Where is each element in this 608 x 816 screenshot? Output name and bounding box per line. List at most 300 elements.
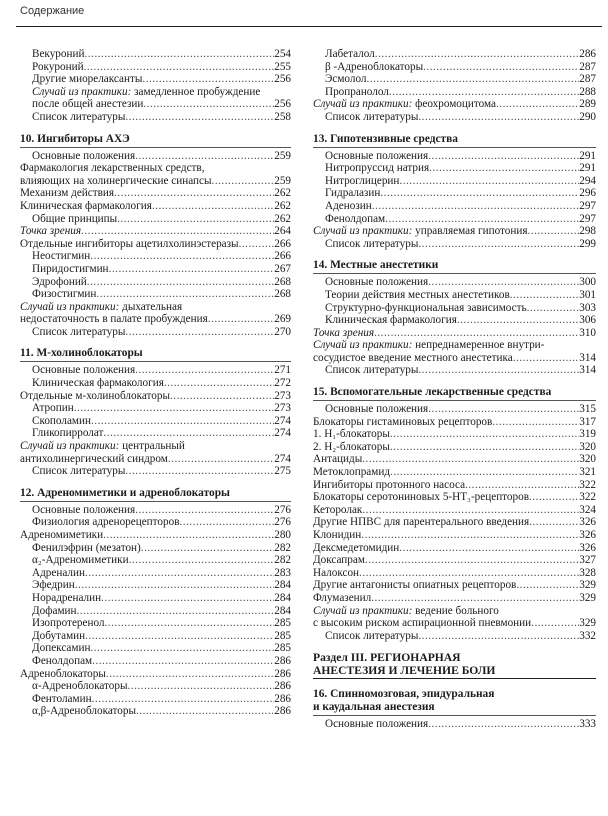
- page-number: 314: [579, 364, 596, 377]
- toc-entry: [20, 529, 291, 542]
- dot-leader: [143, 98, 274, 111]
- dot-leader: [362, 504, 579, 517]
- entry-title: Основные положения: [32, 364, 136, 377]
- page-number: 298: [579, 225, 596, 238]
- entry-title: недостаточность в палате пробуждения: [20, 313, 208, 326]
- chapter-heading: 14. Местные анестетики: [313, 259, 596, 274]
- toc-row-wrap: [313, 605, 596, 618]
- toc-row: [20, 390, 291, 403]
- toc-row: [32, 655, 291, 668]
- page-number: 262: [274, 187, 291, 200]
- toc-entry: [313, 466, 596, 479]
- toc-row: [32, 415, 291, 428]
- case-entry: [313, 339, 596, 364]
- toc-row: [325, 630, 596, 643]
- entry-title: Векуроний: [32, 48, 85, 60]
- entry-title: после общей анестезии: [32, 98, 144, 111]
- entry-title: [20, 440, 185, 452]
- toc-row: [313, 504, 596, 517]
- toc-row: [20, 238, 291, 251]
- entry-title: Механизм действия: [20, 187, 115, 200]
- toc-row: [20, 453, 291, 466]
- toc-row: [20, 529, 291, 542]
- toc-entry: [20, 579, 291, 592]
- toc-row-wrap: [20, 162, 291, 175]
- page-number: 262: [274, 199, 291, 212]
- dot-leader: [125, 111, 274, 124]
- dot-leader: [104, 617, 274, 630]
- entry-title: 2. H₂-блокаторы: [313, 440, 390, 453]
- entry-title: с высоким риском аспирационной пневмонии: [313, 617, 532, 630]
- page-number: 332: [579, 629, 596, 642]
- toc-entry: [20, 250, 291, 263]
- dot-leader: [90, 642, 274, 655]
- entry-title: Пропранолол: [325, 85, 389, 98]
- toc-entry: [313, 554, 596, 567]
- page-number: 254: [274, 48, 291, 60]
- dot-leader: [371, 592, 579, 605]
- dot-leader: [418, 630, 579, 643]
- page-number: 268: [274, 275, 291, 288]
- toc-row: [20, 225, 291, 238]
- entry-title: Основные положения: [325, 149, 429, 162]
- entry-title: Блокаторы гистаминовых рецепторов: [313, 415, 493, 428]
- toc-row: [313, 554, 596, 567]
- page-number: 282: [274, 554, 291, 567]
- case-entry: [313, 605, 596, 630]
- entry-title: Другие антагонисты опиатных рецепторов: [313, 579, 517, 592]
- page-number: 286: [579, 48, 596, 60]
- dot-leader: [152, 200, 274, 213]
- entry-title: Антациды: [313, 453, 363, 466]
- toc-entry: [20, 288, 291, 301]
- page-number: 301: [579, 288, 596, 301]
- dot-leader: [96, 288, 274, 301]
- page-number: 267: [274, 262, 291, 275]
- toc-entry: [20, 61, 291, 74]
- toc-row: [32, 554, 291, 567]
- toc-entry: [20, 567, 291, 580]
- page-number: 322: [579, 491, 596, 504]
- page-number: 268: [274, 288, 291, 301]
- page-number: 326: [579, 541, 596, 554]
- entry-title: β -Адреноблокаторы: [325, 60, 424, 73]
- toc-entry: [313, 504, 596, 517]
- page-number: 328: [579, 566, 596, 579]
- toc-entry: [313, 542, 596, 555]
- page-number: 327: [579, 554, 596, 567]
- entry-title: Фармакология лекарственных средств,: [20, 162, 205, 175]
- chapter-heading: 12. Адреномиметики и адреноблокаторы: [20, 487, 291, 502]
- dot-leader: [239, 238, 275, 251]
- page-number: 287: [579, 73, 596, 86]
- dot-leader: [513, 352, 579, 365]
- entry-title: Клиническая фармакология: [32, 377, 164, 390]
- entry-title: Изопротеренол: [32, 617, 105, 630]
- entry-title: Список литературы: [325, 364, 419, 377]
- page-number: 310: [579, 326, 596, 339]
- page-number: 264: [274, 225, 291, 238]
- toc-row: [32, 98, 291, 111]
- case-title-text: замедленное пробуждение: [134, 85, 261, 98]
- page-number: 287: [579, 60, 596, 73]
- toc-entry: [313, 364, 596, 377]
- dot-leader: [390, 428, 579, 441]
- heading-line: АНЕСТЕЗИЯ И ЛЕЧЕНИЕ БОЛИ: [313, 664, 496, 678]
- toc-entry: [313, 416, 596, 429]
- case-title-text: центральный: [122, 440, 185, 453]
- entry-title: Лабеталол: [325, 48, 375, 60]
- dot-leader: [136, 705, 274, 718]
- page-number: 286: [274, 667, 291, 680]
- header-rule: [16, 26, 602, 27]
- entry-title: Клонидин: [313, 529, 362, 541]
- toc-entry: [20, 617, 291, 630]
- toc-entry: [313, 453, 596, 466]
- dot-leader: [92, 655, 274, 668]
- toc-entry: [313, 428, 596, 441]
- entry-title: Точка зрения: [313, 326, 375, 339]
- toc-row: [313, 416, 596, 429]
- dot-leader: [84, 48, 274, 61]
- entry-title: Дофамин: [32, 604, 77, 617]
- dot-leader: [142, 73, 274, 86]
- toc-row: [313, 225, 596, 238]
- toc-row: [325, 111, 596, 124]
- toc-row: [32, 150, 291, 163]
- page-number: 329: [579, 579, 596, 592]
- toc-row: [32, 326, 291, 339]
- page-number: 274: [274, 414, 291, 427]
- toc-row: [32, 592, 291, 605]
- entry-title: Дексмедетомидин: [313, 541, 400, 554]
- dot-leader: [141, 542, 274, 555]
- toc-row: [325, 276, 596, 289]
- toc-entry: [313, 327, 596, 340]
- dot-leader: [87, 276, 274, 289]
- dot-leader: [418, 364, 579, 377]
- case-entry: [313, 98, 596, 111]
- page-number: 270: [274, 325, 291, 338]
- toc-row: [32, 73, 291, 86]
- toc-entry: [313, 162, 596, 175]
- page-number: 284: [274, 579, 291, 592]
- toc-entry: [313, 479, 596, 492]
- page-number: 324: [579, 503, 596, 516]
- toc-entry: [313, 314, 596, 327]
- entry-title: Эфедрин: [32, 579, 75, 592]
- entry-title: сосудистое введение местного анестетика: [313, 351, 513, 364]
- entry-title: Теории действия местных анестетиков: [325, 288, 510, 301]
- entry-title: Основные положения: [32, 149, 136, 162]
- toc-entry: [20, 377, 291, 390]
- toc-row: [313, 441, 596, 454]
- toc-row: [325, 73, 596, 86]
- page-number: 329: [579, 591, 596, 604]
- dot-leader: [77, 605, 275, 618]
- toc-row: [32, 642, 291, 655]
- toc-row: [32, 605, 291, 618]
- entry-title: Адреналин: [32, 566, 85, 579]
- page-number: 283: [274, 566, 291, 579]
- dot-leader: [428, 276, 579, 289]
- toc-row: [313, 567, 596, 580]
- toc-row: [313, 327, 596, 340]
- toc-row: [32, 111, 291, 124]
- entry-title: [313, 339, 544, 351]
- page-number: 273: [274, 402, 291, 415]
- page-number: 286: [274, 654, 291, 667]
- toc-row: [313, 617, 596, 630]
- dot-leader: [365, 554, 579, 567]
- toc-entry: [20, 238, 291, 251]
- page-number: 320: [579, 440, 596, 453]
- toc-entry: [20, 705, 291, 718]
- dot-leader: [129, 554, 275, 567]
- dot-leader: [531, 617, 579, 630]
- toc-entry: [313, 567, 596, 580]
- page-number: 286: [274, 692, 291, 705]
- toc-row: [32, 48, 291, 61]
- dot-leader: [125, 465, 274, 478]
- toc-row-wrap: [20, 440, 291, 453]
- toc-row: [32, 542, 291, 555]
- entry-title: Список литературы: [32, 110, 126, 123]
- entry-title: Отдельные м-холиноблокаторы: [20, 389, 170, 402]
- page-number: 291: [579, 149, 596, 162]
- toc-left-column: [20, 48, 291, 718]
- toc-entry: [313, 630, 596, 643]
- entry-title: Блокаторы серотониновых 5-HT₃-рецепторов: [313, 491, 529, 504]
- dot-leader: [179, 516, 274, 529]
- toc-row-wrap: [20, 301, 291, 314]
- dot-leader: [117, 213, 274, 226]
- entry-title: Норадреналин: [32, 591, 102, 604]
- chapter-heading: 13. Гипотензивные средства: [313, 133, 596, 148]
- page-number: 256: [274, 98, 291, 111]
- chapter-heading: 10. Ингибиторы АХЭ: [20, 133, 291, 148]
- toc-entry: [20, 225, 291, 238]
- page-number: 262: [274, 212, 291, 225]
- toc-row: [32, 288, 291, 301]
- toc-entry: [313, 200, 596, 213]
- toc-entry: [313, 579, 596, 592]
- toc-entry: [313, 73, 596, 86]
- page-number: 297: [579, 199, 596, 212]
- case-label: Случай из практики:: [313, 98, 413, 111]
- toc-entry: [20, 542, 291, 555]
- toc-entry: [20, 630, 291, 643]
- page-number: 317: [579, 415, 596, 428]
- entry-title: Допексамин: [32, 642, 91, 655]
- page-number: 284: [274, 591, 291, 604]
- dot-leader: [529, 516, 579, 529]
- toc-entry: [20, 48, 291, 61]
- toc-entry: [313, 238, 596, 251]
- entry-title: [313, 98, 496, 111]
- page-number: 276: [274, 516, 291, 529]
- case-label: Случай из практики:: [313, 604, 413, 617]
- toc-row-wrap: [313, 339, 596, 352]
- toc-row: [32, 364, 291, 377]
- dot-leader: [374, 327, 579, 340]
- heading-line: и каудальная анестезия: [313, 701, 435, 714]
- toc-entry: [20, 402, 291, 415]
- toc-row: [32, 61, 291, 74]
- toc-entry: [313, 187, 596, 200]
- entry-title: Физостигмин: [32, 288, 97, 301]
- entry-title: Отдельные ингибиторы ацетилхолинэстеразы: [20, 237, 239, 250]
- page-number: 300: [579, 276, 596, 289]
- entry-title: Основные положения: [32, 503, 136, 516]
- toc-entry: [313, 491, 596, 504]
- toc-row: [313, 428, 596, 441]
- entry-title: антихолинергический синдром: [20, 452, 168, 465]
- toc-entry: [20, 642, 291, 655]
- entry-title: Нитроглицерин: [325, 174, 400, 187]
- entry-title: Фентоламин: [32, 692, 92, 705]
- dot-leader: [372, 200, 580, 213]
- toc-entry: [20, 427, 291, 440]
- toc-entry: [313, 276, 596, 289]
- page-number: 303: [579, 301, 596, 314]
- entry-title: Налоксон: [313, 566, 360, 579]
- entry-title: [32, 86, 260, 98]
- running-head: Содержание: [20, 5, 85, 17]
- entry-title: Физиология адренорецепторов: [32, 516, 180, 529]
- toc-entry: [20, 592, 291, 605]
- page-number: 291: [579, 162, 596, 175]
- page-number: 266: [274, 237, 291, 250]
- toc-entry: [20, 326, 291, 339]
- toc-entry: [20, 605, 291, 618]
- page-number: 259: [274, 174, 291, 187]
- entry-title: Неостигмин: [32, 250, 91, 263]
- dot-leader: [109, 263, 275, 276]
- page-number: 306: [579, 314, 596, 327]
- toc-entry: [20, 150, 291, 163]
- page-number: 314: [579, 351, 596, 364]
- entry-title: α-Адреноблокаторы: [32, 680, 128, 693]
- toc-row: [325, 302, 596, 315]
- toc-row: [325, 403, 596, 416]
- toc-row: [325, 238, 596, 251]
- entry-title: Эсмолол: [325, 73, 367, 86]
- dot-leader: [367, 73, 580, 86]
- toc-row: [325, 718, 596, 731]
- dot-leader: [90, 250, 274, 263]
- toc-right-column: [313, 48, 596, 731]
- dot-leader: [385, 213, 579, 226]
- entry-title: влияющих на холинергические синапсы: [20, 174, 212, 187]
- toc-row: [20, 313, 291, 326]
- dot-leader: [75, 579, 275, 592]
- entry-title: Основные положения: [325, 403, 429, 416]
- toc-entry: [313, 592, 596, 605]
- dot-leader: [389, 86, 579, 99]
- dot-leader: [375, 48, 579, 61]
- dot-leader: [135, 364, 274, 377]
- toc-row: [325, 213, 596, 226]
- entry-title: Адреномиметики: [20, 529, 104, 541]
- dot-leader: [212, 175, 275, 188]
- toc-entry: [20, 668, 291, 681]
- dot-leader: [390, 466, 579, 479]
- toc-row: [325, 175, 596, 188]
- toc-entry: [313, 302, 596, 315]
- page-number: 258: [274, 110, 291, 123]
- toc-entry: [313, 718, 596, 731]
- entry-title: Гликопирролат: [32, 427, 104, 440]
- toc-entry: [313, 175, 596, 188]
- toc-entry: [313, 48, 596, 61]
- entry-title: Аденозин: [325, 199, 372, 212]
- toc-row: [32, 427, 291, 440]
- dot-leader: [125, 326, 274, 339]
- toc-entry: [20, 516, 291, 529]
- dot-leader: [85, 567, 274, 580]
- entry-title: α₂-Адреномиметики: [32, 554, 129, 567]
- entry-title: Список литературы: [325, 629, 419, 642]
- toc-entry: [313, 441, 596, 454]
- page-number: 326: [579, 529, 596, 541]
- entry-title: Общие принципы: [32, 212, 118, 225]
- heading-line: 16. Спинномозговая, эпидуральная: [313, 688, 495, 701]
- case-entry: [20, 440, 291, 465]
- entry-title: [313, 605, 499, 617]
- entry-title: Другие миорелаксанты: [32, 73, 143, 86]
- entry-title: Основные положения: [325, 718, 429, 731]
- page-number: 259: [274, 149, 291, 162]
- page-number: 296: [579, 187, 596, 200]
- toc-row: [32, 377, 291, 390]
- entry-title: Гидралазин: [325, 187, 381, 200]
- toc-entry: [313, 403, 596, 416]
- dot-leader: [170, 390, 274, 403]
- section-heading: [313, 651, 596, 679]
- dot-leader: [208, 313, 274, 326]
- page-number: 274: [274, 452, 291, 465]
- page-number: 285: [274, 642, 291, 655]
- dot-leader: [362, 453, 579, 466]
- case-title-text: управляемая гипотония: [415, 225, 528, 238]
- dot-leader: [164, 377, 274, 390]
- toc-entry: [313, 213, 596, 226]
- dot-leader: [516, 579, 579, 592]
- entry-title: Фенолдопам: [32, 654, 93, 667]
- toc-row: [313, 453, 596, 466]
- toc-entry: [20, 213, 291, 226]
- toc-row: [32, 402, 291, 415]
- entry-title: Ингибиторы протонного насоса: [313, 478, 466, 491]
- page-number: 322: [579, 478, 596, 491]
- dot-leader: [85, 630, 274, 643]
- toc-row: [20, 200, 291, 213]
- toc-entry: [313, 516, 596, 529]
- dot-leader: [135, 150, 274, 163]
- dot-leader: [428, 403, 579, 416]
- entry-title: Список литературы: [325, 237, 419, 250]
- chapter-heading: [313, 688, 596, 716]
- toc-row: [32, 705, 291, 718]
- dot-leader: [103, 427, 274, 440]
- page-number: 289: [579, 98, 596, 111]
- toc-entry: [313, 86, 596, 99]
- dot-leader: [390, 441, 579, 454]
- dot-leader: [127, 680, 274, 693]
- toc-row: [313, 98, 596, 111]
- case-entry: [20, 301, 291, 326]
